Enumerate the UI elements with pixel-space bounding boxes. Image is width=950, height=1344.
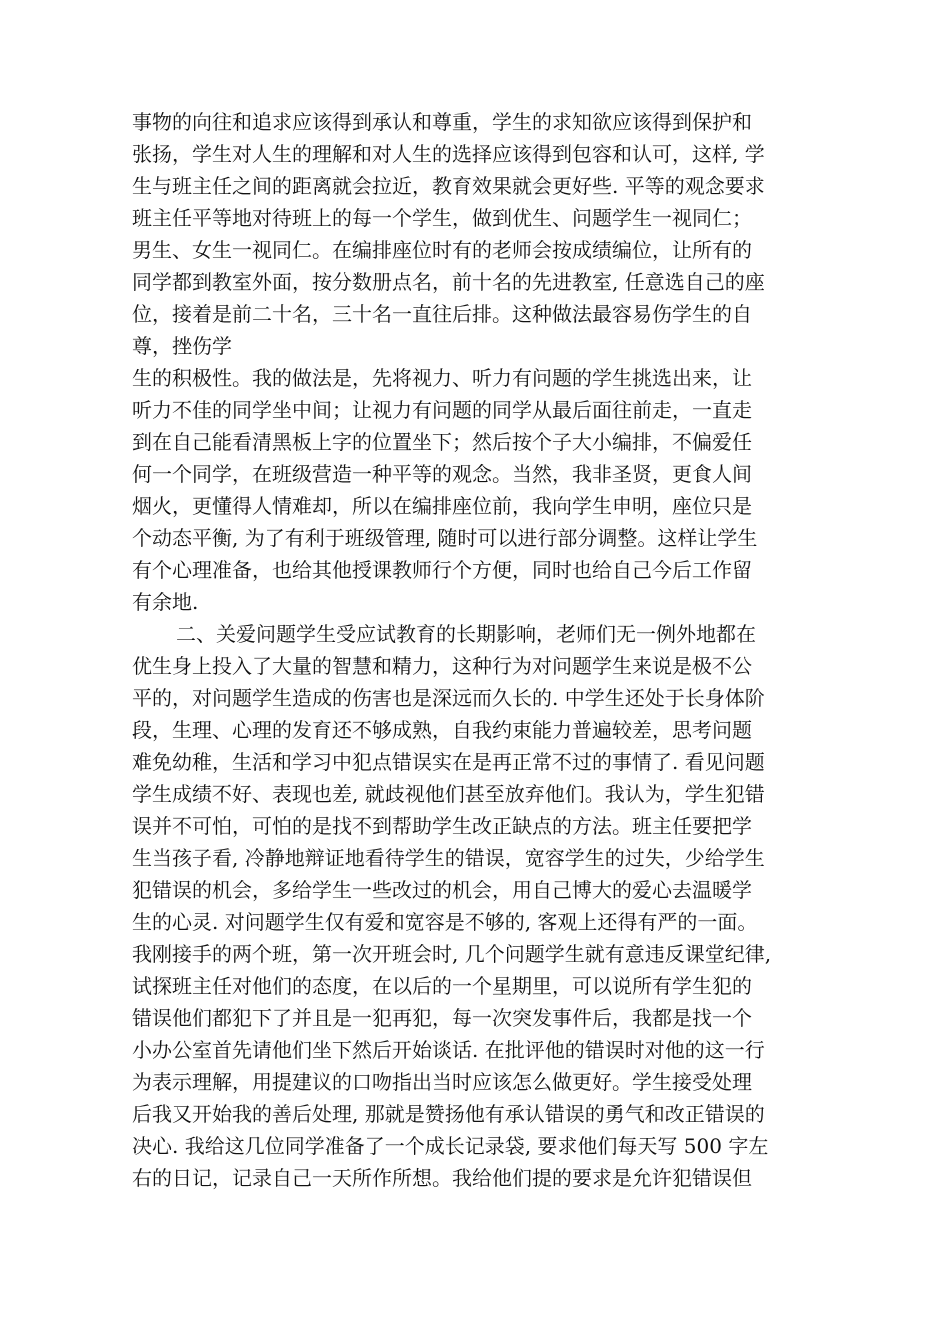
text-line: 学生成绩不好、表现也差, 就歧视他们甚至放弃他们。我认为，学生犯错 <box>132 782 765 806</box>
text-line: 位，接着是前二十名，三十名一直往后排。这种做法最容易伤学生的自 <box>132 302 752 326</box>
text-line: 后我又开始我的善后处理, 那就是赞扬他有承认错误的勇气和改正错误的 <box>132 1102 765 1126</box>
text-line: 难免幼稚，生活和学习中犯点错误实在是再正常不过的事情了. 看见问题 <box>132 750 765 774</box>
body-text <box>132 106 842 1194</box>
text-line: 生与班主任之间的距离就会拉近，教育效果就会更好些. 平等的观念要求 <box>132 174 765 198</box>
text-line: 个动态平衡, 为了有利于班级管理, 随时可以进行部分调整。这样让学生 <box>132 526 758 550</box>
text-line: 优生身上投入了大量的智慧和精力，这种行为对问题学生来说是极不公 <box>132 654 752 678</box>
text-line: 误并不可怕，可怕的是找不到帮助学生改正缺点的方法。班主任要把学 <box>132 814 752 838</box>
text-line: 有个心理准备，也给其他授课教师行个方便，同时也给自己今后工作留 <box>132 558 752 582</box>
section-heading-line: 二、关爱问题学生受应试教育的长期影响，老师们无一例外地都在 <box>176 622 756 646</box>
text-line: 尊，挫伤学 <box>132 334 232 358</box>
text-line: 生当孩子看, 冷静地辩证地看待学生的错误，宽容学生的过失，少给学生 <box>132 846 765 870</box>
text-line: 有余地. <box>132 590 199 614</box>
text-line: 决心. 我给这几位同学准备了一个成长记录袋, 要求他们每天写 500 字左 <box>132 1134 769 1158</box>
text-line: 试探班主任对他们的态度，在以后的一个星期里，可以说所有学生犯的 <box>132 974 752 998</box>
text-line: 平的，对问题学生造成的伤害也是深远而久长的. 中学生还处于长身体阶 <box>132 686 765 710</box>
text-line: 何一个同学，在班级营造一种平等的观念。当然，我非圣贤，更食人间 <box>132 462 752 486</box>
text-line: 我刚接手的两个班，第一次开班会时, 几个问题学生就有意违反课堂纪律, <box>132 942 772 966</box>
text-line: 同学都到教室外面，按分数册点名，前十名的先进教室, 任意选自己的座 <box>132 270 765 294</box>
text-line: 生的心灵. 对问题学生仅有爱和宽容是不够的, 客观上还得有严的一面。 <box>132 910 758 934</box>
text-line: 听力不佳的同学坐中间；让视力有问题的同学从最后面往前走，一直走 <box>132 398 752 422</box>
text-line: 事物的向往和追求应该得到承认和尊重，学生的求知欲应该得到保护和 <box>132 110 752 134</box>
text-line: 小办公室首先请他们坐下然后开始谈话. 在批评他的错误时对他的这一行 <box>132 1038 765 1062</box>
text-line: 到在自己能看清黑板上字的位置坐下；然后按个子大小编排，不偏爱任 <box>132 430 752 454</box>
text-line: 为表示理解，用提建议的口吻指出当时应该怎么做更好。学生接受处理 <box>132 1070 752 1094</box>
text-line: 班主任平等地对待班上的每一个学生，做到优生、问题学生一视同仁； <box>132 206 752 230</box>
text-line: 右的日记，记录自己一天所作所想。我给他们提的要求是允许犯错误但 <box>132 1166 752 1190</box>
text-line: 男生、女生一视同仁。在编排座位时有的老师会按成绩编位，让所有的 <box>132 238 752 262</box>
text-line: 犯错误的机会，多给学生一些改过的机会，用自己博大的爱心去温暖学 <box>132 878 752 902</box>
text-line: 生的积极性。我的做法是，先将视力、听力有问题的学生挑选出来，让 <box>132 366 752 390</box>
text-line: 段，生理、心理的发育还不够成熟，自我约束能力普遍较差，思考问题 <box>132 718 752 742</box>
text-line: 张扬，学生对人生的理解和对人生的选择应该得到包容和认可，这样, 学 <box>132 142 765 166</box>
text-line: 烟火，更懂得人情难却，所以在编排座位前，我向学生申明，座位只是 <box>132 494 752 518</box>
text-line: 错误他们都犯下了并且是一犯再犯，每一次突发事件后，我都是找一个 <box>132 1006 752 1030</box>
